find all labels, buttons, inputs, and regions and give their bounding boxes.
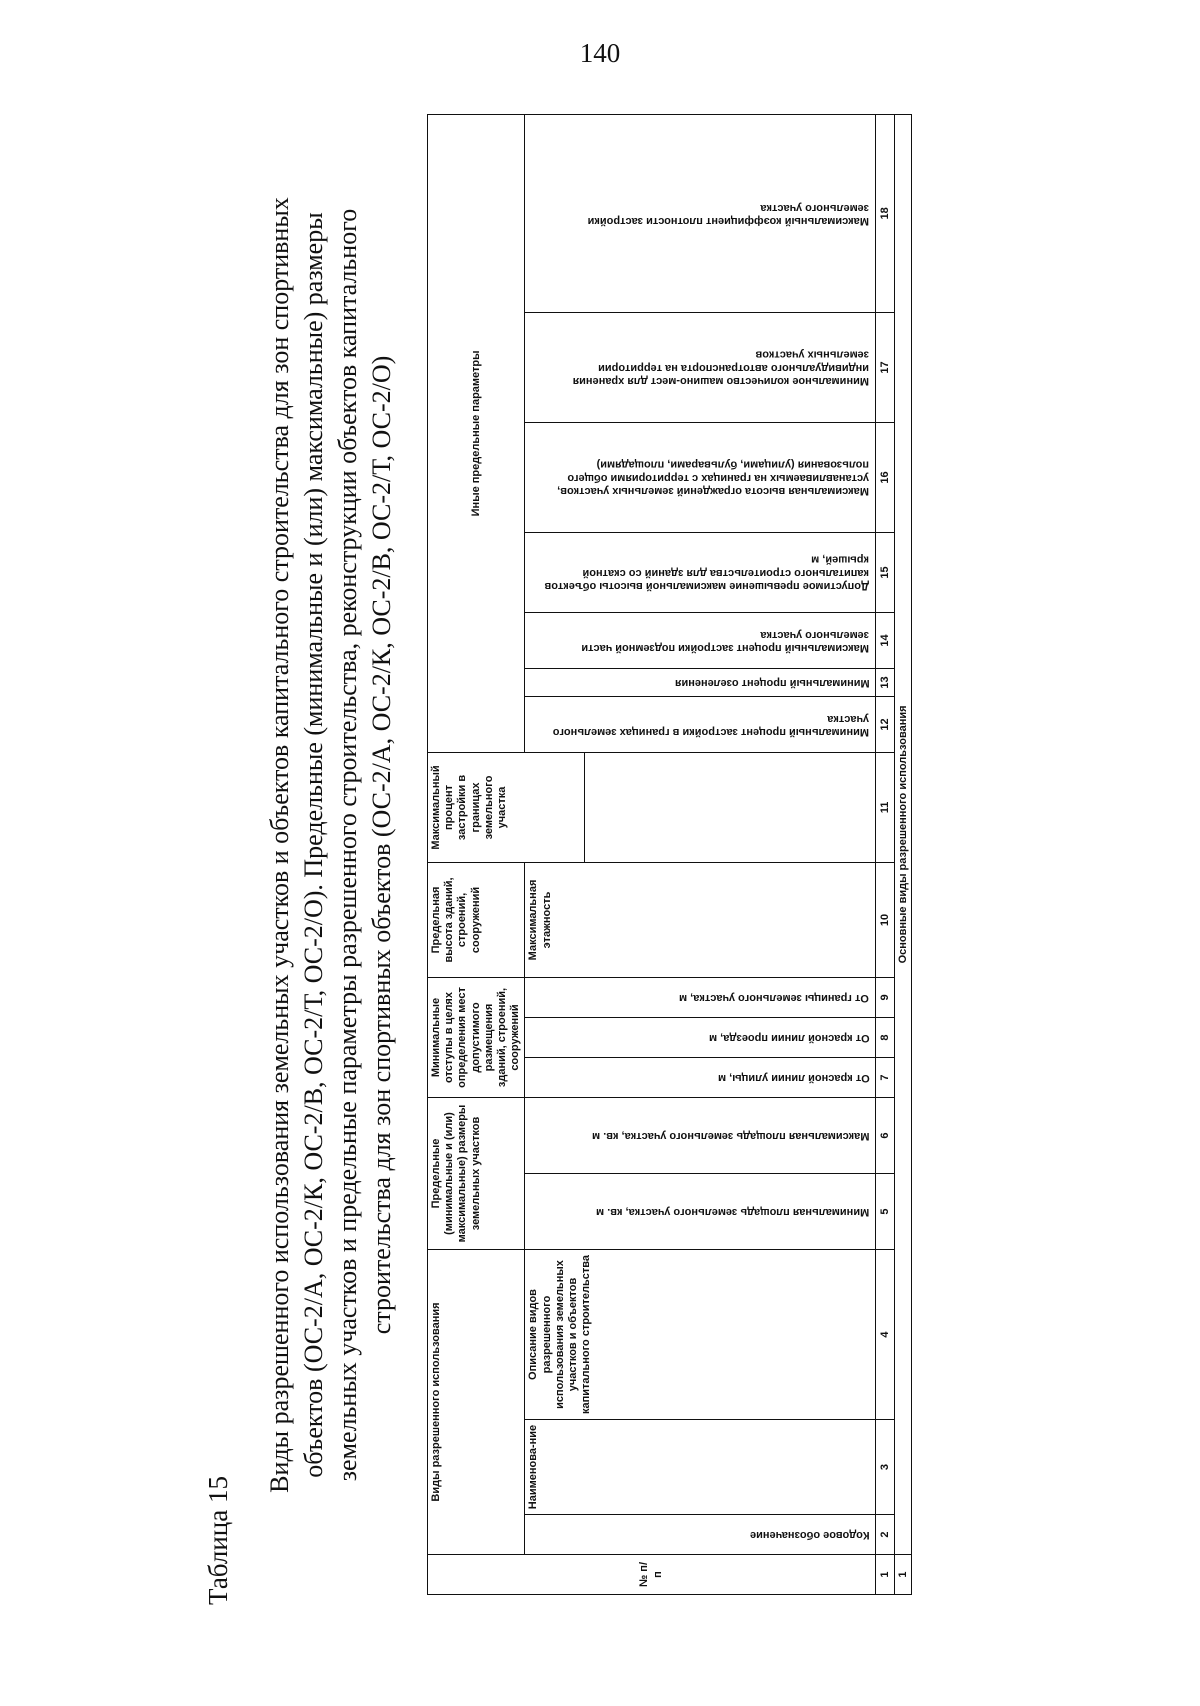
- header-height: Предельная высота зданий, строений, сооружений: [428, 862, 525, 977]
- col-number: 17: [876, 312, 895, 422]
- rotated-heading-block: [203, 65, 463, 1625]
- col-number: 6: [876, 1098, 895, 1174]
- header-max-built-spacer: [585, 752, 876, 862]
- regulations-table: [427, 115, 987, 1595]
- header-red-drive: От красной линии проезда, м: [525, 1018, 876, 1058]
- col-number: 1: [876, 1555, 895, 1595]
- header-red-street: От красной линии улицы, м: [525, 1058, 876, 1098]
- header-types: Виды разрешенного использования: [428, 1250, 525, 1555]
- col-number: 9: [876, 977, 895, 1017]
- group-row-label: Основные виды разрешенного использования: [895, 114, 912, 1554]
- col-number: 4: [876, 1250, 895, 1420]
- group-row: [895, 114, 912, 1594]
- col-number: 8: [876, 1018, 895, 1058]
- col-number: 16: [876, 422, 895, 532]
- header-max-built: Максимальный процент застройки в границах земельного участка: [428, 752, 585, 862]
- header-setbacks: Минимальные отступы в целях определения мест допустимого размещения зданий, строений, сооружений: [428, 977, 525, 1097]
- header-floors: Максимальная этажность: [525, 862, 876, 977]
- table-title: Виды разрешенного использования земельных участков и объектов капитального строительства для зон спортивных объектов (ОС-2/А, ОС-2/К, ОС-2/В, ОС-2/Т, ОС-2/О). Предельные (минимальные и (или) максимальные) размеры земельных участков и предельные параметры разрешенного строительства, реконструкции объектов капитального строительства для зон спортивных объектов (ОС-2/А, ОС-2/К, ОС-2/В, ОС-2/Т, ОС-2/О): [265, 197, 396, 1493]
- header-allowed-excess: Допустимое превышение максимальной высоты объектов капитального строительства для зданий со скатной крышей, м: [525, 532, 876, 612]
- col-number: 10: [876, 862, 895, 977]
- col-number: 18: [876, 114, 895, 312]
- header-sizes: Предельные (минимальные и (или) максимальные) размеры земельных участков: [428, 1098, 525, 1250]
- header-max-underground: Максимальный процент застройки подземной части земельного участка: [525, 612, 876, 668]
- col-number: 2: [876, 1515, 895, 1555]
- header-max-area: Максимальная площадь земельного участка, кв. м: [525, 1098, 876, 1174]
- col-number: 3: [876, 1420, 895, 1515]
- header-other: Иные предельные параметры: [428, 114, 525, 752]
- col-number: 5: [876, 1174, 895, 1250]
- header-name: Наименова-ние: [525, 1420, 876, 1515]
- col-number: 13: [876, 668, 895, 696]
- col-number: 14: [876, 612, 895, 668]
- header-min-green: Минимальный процент озеленения: [525, 668, 876, 696]
- header-density: Максимальный коэффициент плотности застройки земельного участка: [525, 114, 876, 312]
- page-number: 140: [579, 38, 621, 68]
- header-min-built: Минимальный процент застройки в границах земельного участка: [525, 696, 876, 752]
- table-caption: Таблица 15: [203, 1476, 233, 1605]
- header-min-area: Минимальная площадь земельного участка, кв. м: [525, 1174, 876, 1250]
- col-number: 12: [876, 696, 895, 752]
- header-desc: Описание видов разрешенного использования земельных участков и объектов капитального строительства: [525, 1250, 876, 1420]
- group-row-num: 1: [895, 1555, 912, 1595]
- header-boundary: От границы земельного участка, м: [525, 977, 876, 1017]
- col-number: 11: [876, 752, 895, 862]
- header-parking: Минимальное количество машино-мест для хранения индивидуального автотранспорта на территории земельных участков: [525, 312, 876, 422]
- header-fence: Максимальная высота ограждений земельных участков, устанавливаемых на границах с территориями общего пользования (улицами, бульварами, площадями): [525, 422, 876, 532]
- col-number: 7: [876, 1058, 895, 1098]
- header-num: № п/п: [428, 1555, 876, 1595]
- column-number-row: [876, 114, 895, 1594]
- col-number: 15: [876, 532, 895, 612]
- header-code: Кодовое обозначение: [525, 1515, 876, 1555]
